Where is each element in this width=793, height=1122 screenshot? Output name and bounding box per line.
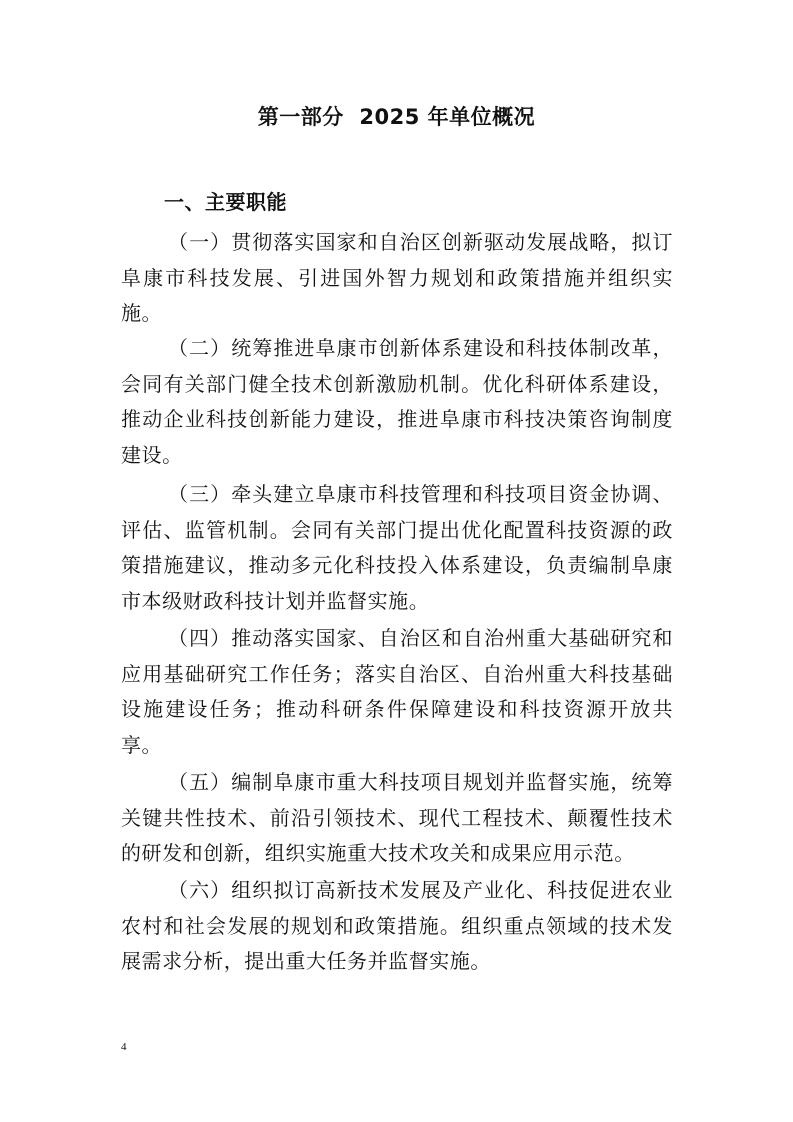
page-number: 4	[121, 1041, 127, 1053]
paragraph-4: （四）推动落实国家、自治区和自治州重大基础研究和应用基础研究工作任务；落实自治区、自治州重大科技基础设施建设任务；推动科研条件保障建设和科技资源开放共享。	[121, 626, 673, 757]
section-heading: 一、主要职能	[164, 190, 287, 214]
paragraph-6: （六）组织拟订高新技术发展及产业化、科技促进农业农村和社会发展的规划和政策措施。组织重点领域的技术发展需求分析，提出重大任务并监督实施。	[121, 878, 673, 973]
page-title: 第一部分 2025 年单位概况	[257, 105, 536, 129]
paragraph-1: （一）贯彻落实国家和自治区创新驱动发展战略，拟订阜康市科技发展、引进国外智力规划和政策措施并组织实施。	[121, 230, 673, 325]
paragraph-2: （二）统筹推进阜康市创新体系建设和科技体制改革，会同有关部门健全技术创新激励机制。优化科研体系建设，推动企业科技创新能力建设，推进阜康市科技决策咨询制度建设。	[121, 336, 673, 467]
paragraph-5: （五）编制阜康市重大科技项目规划并监督实施，统筹关键共性技术、前沿引领技术、现代工程技术、颠覆性技术的研发和创新，组织实施重大技术攻关和成果应用示范。	[121, 770, 673, 865]
paragraph-3: （三）牵头建立阜康市科技管理和科技项目资金协调、评估、监管机制。会同有关部门提出优化配置科技资源的政策措施建议，推动多元化科技投入体系建设，负责编制阜康市本级财政科技计划并监督实施。	[121, 482, 673, 613]
